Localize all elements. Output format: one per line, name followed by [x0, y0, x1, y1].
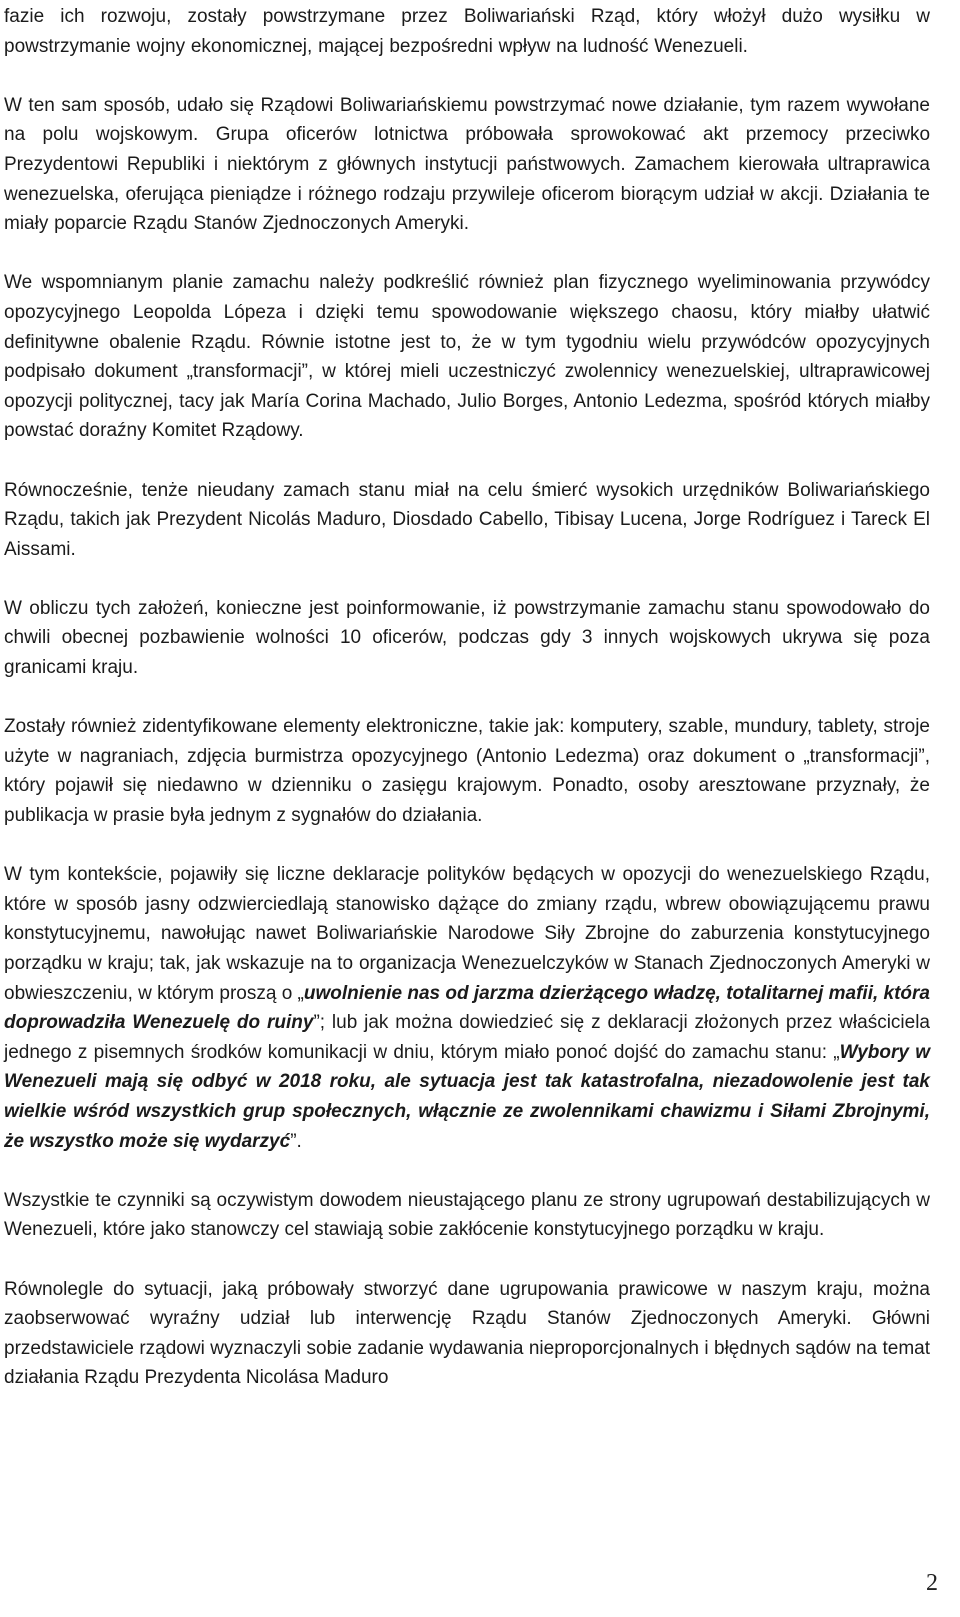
paragraph-9: Równolegle do sytuacji, jaką próbowały stworzyć dane ugrupowania prawicowe w naszym kraju, można zaobserwować wyraźny udział lub interwencję Rządu Stanów Zjednoczonych Ameryki. Główni przedstawiciele rządowi wyznaczyli sobie zadanie wydawania nieproporcjonalnych i błędnych sądów na temat działania Rządu Prezydenta Nicolása Maduro	[4, 1278, 930, 1389]
paragraph-2-part-2: Grupa oficerów lotnictwa próbowała sprowokować akt przemocy przeciwko Prezydentowi Republiki i niektórym z głównych instytucji państwowych. Zamachem kierowała ultraprawica wenezuelska, oferująca pieniądze i różnego rodzaju przywileje oficerom biorącym udział w akcji. Działania te miały poparcie Rządu Stanów Zjednoczonych Ameryki.	[4, 124, 931, 235]
page-number: 2	[926, 1570, 938, 1596]
quote-1: uwolnienie nas od jarzma dzierżącego władzę, totalitarnej mafii, która doprowadziła Wenezuelę do ruiny	[4, 982, 930, 1034]
paragraph-6: Zostały również zidentyfikowane elementy elektroniczne, takie jak: komputery, szable, mundury, tablety, stroje użyte w nagraniach, zdjęcia burmistrza opozycyjnego (Antonio Ledezma) oraz dokument o „transformacji”, który pojawił się niedawno w dzienniku o zasięgu krajowym. Ponadto, osoby aresztowane przyznały, że publikacja w prasie była jednym z sygnałów do działania.	[4, 716, 930, 827]
paragraph-8: Wszystkie te czynniki są oczywistym dowodem nieustającego planu ze strony ugrupowań destabilizujących w Wenezueli, które jako stanowczy cel stawiają sobie zakłócenie konstytucyjnego porządku w kraju.	[4, 1189, 930, 1241]
paragraph-7	[4, 860, 930, 1156]
paragraph-2	[4, 91, 930, 239]
paragraph-7-text-1: W tym kontekście, pojawiły się liczne deklaracje polityków będących w opozycji do wenezuelskiego Rządu, które w sposób jasny odzwierciedlają stanowisko dążące do zmiany rządu, wbrew obowiązującemu prawu konstytucyjnemu, nawołując nawet Boliwariańskie Narodowe Siły Zbrojne do zaburzenia konstytucyjnego porządku w kraju; tak, jak wskazuje na to organizacja Wenezuelczyków w Stanach Zjednoczonych Ameryki w obwieszczeniu, w którym proszą o „	[4, 864, 930, 1004]
paragraph-4: Równocześnie, tenże nieudany zamach stanu miał na celu śmierć wysokich urzędników Boliwariańskiego Rządu, takich jak Prezydent Nicolás Maduro, Diosdado Cabello, Tibisay Lucena, Jorge Rodríguez i Tareck El Aissami.	[4, 479, 930, 560]
quote-2: Wybory w Wenezueli mają się odbyć w 2018 roku, ale sytuacja jest tak katastrofalna, niezadowolenie jest tak wielkie wśród wszystkich grup społecznych, włącznie ze zwolennikami chawizmu i Siłami Zbrojnymi, że wszystko może się wydarzyć	[4, 1041, 930, 1152]
paragraph-7-text-2: ”; lub jak można dowiedzieć się z deklaracji złożonych przez właściciela jednego z pisemnych środków komunikacji w dniu, którym miało ponoć dojść do zamachu stanu: „	[4, 1012, 930, 1063]
paragraph-1: fazie ich rozwoju, zostały powstrzymane przez Boliwariański Rząd, który włożył dużo wysiłku w powstrzymanie wojny ekonomicznej, mającej bezpośredni wpływ na ludność Wenezueli.	[4, 6, 930, 57]
paragraph-2-part-1: W ten sam sposób, udało się Rządowi Boliwariańskiemu powstrzymać nowe działanie, tym razem wywołane na polu wojskowym.	[4, 94, 930, 146]
document-page	[4, 0, 930, 1393]
paragraph-3: We wspomnianym planie zamachu należy podkreślić również plan fizycznego wyeliminowania przywódcy opozycyjnego Leopolda Lópeza i dzięki temu spowodowanie większego chaosu, który miałby ułatwić definitywne obalenie Rządu. Równie istotne jest to, że w tym tygodniu wielu przywódców opozycyjnych podpisało dokument „transformacji”, w której mieli uczestniczyć zwolennicy wenezuelskiej, ultraprawicowej opozycji politycznej, tacy jak María Corina Machado, Julio Borges, Antonio Ledezma, spośród których miałby powstać doraźny Komitet Rządowy.	[4, 272, 930, 442]
paragraph-5: W obliczu tych założeń, konieczne jest poinformowanie, iż powstrzymanie zamachu stanu spowodowało do chwili obecnej pozbawienie wolności 10 oficerów, podczas gdy 3 innych wojskowych ukrywa się poza granicami kraju.	[4, 597, 930, 679]
paragraph-7-text-3: ”.	[290, 1130, 302, 1152]
